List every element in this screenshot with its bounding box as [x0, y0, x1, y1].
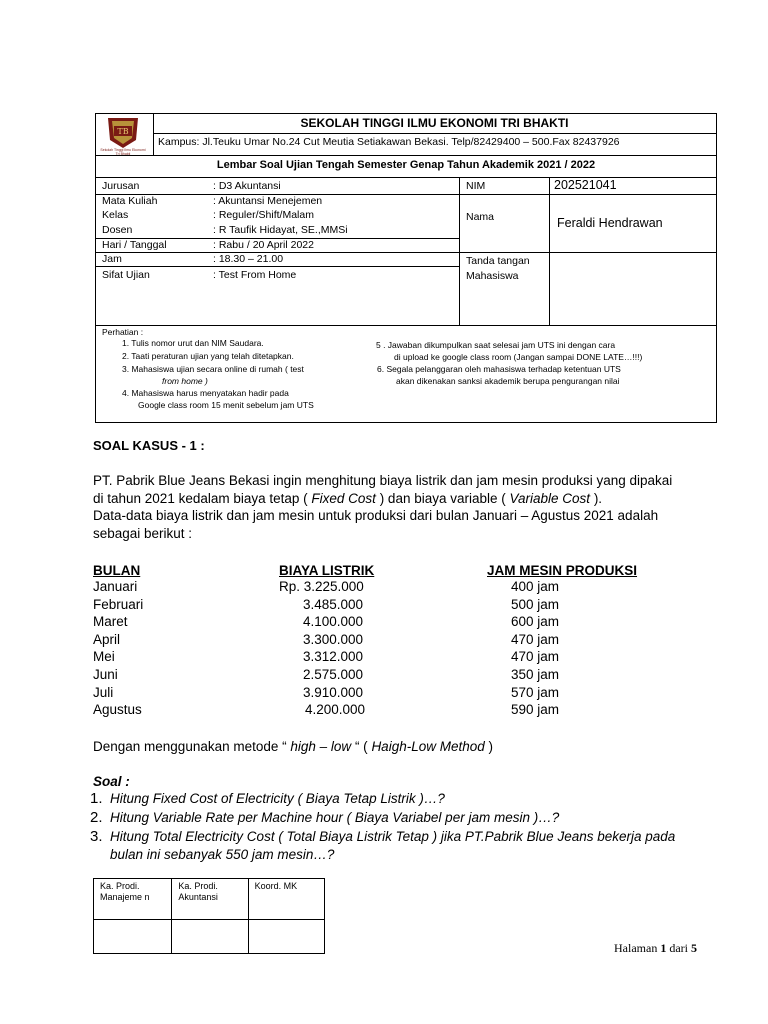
sig-cell — [172, 920, 248, 954]
text-line: sebagai berikut : — [93, 525, 193, 541]
info-label: Mata Kuliah — [102, 195, 158, 207]
nama-label: Nama — [466, 211, 495, 223]
divider — [153, 133, 716, 134]
data-rows — [93, 578, 653, 719]
note-item: Google class room 15 menit sebelum jam UTS — [138, 400, 314, 410]
question-item: 2. Hitung Variable Rate per Machine hour ( Biaya Variabel per jam mesin )…? — [90, 809, 560, 826]
nim-value: 202521041 — [554, 178, 617, 192]
info-label: Sifat Ujian — [102, 269, 150, 281]
table-row: Maret 4.100.000 600 jam — [93, 614, 560, 630]
questions-title: Soal : — [93, 774, 130, 789]
note-item: 1. Tulis nomor urut dan NIM Saudara. — [122, 338, 264, 348]
questions-list — [90, 790, 730, 863]
info-value: : Reguler/Shift/Malam — [213, 209, 314, 221]
note-item: 3. Mahasiswa ujian secara online di rumah ( test — [122, 364, 304, 374]
table-row: April 3.300.000 470 jam — [93, 631, 560, 647]
sig-header: Koord. MK — [248, 879, 324, 920]
campus-address: Kampus: Jl.Teuku Umar No.24 Cut Meutia Setiakawan Bekasi. Telp/82429400 – 500.Fax 82437926 — [158, 136, 620, 148]
col-header-biaya: BIAYA LISTRIK — [279, 563, 375, 578]
divider — [96, 177, 716, 178]
note-item: 2. Taati peraturan ujian yang telah ditetapkan. — [122, 351, 294, 361]
exam-header-box — [95, 113, 717, 423]
question-item: 1. Hitung Fixed Cost of Electricity ( Biaya Tetap Listrik )…? — [90, 790, 445, 807]
note-item: di upload ke google class room (Jangan sampai DONE LATE…!!!) — [394, 352, 643, 362]
svg-text:TB: TB — [117, 127, 129, 136]
info-label: Dosen — [102, 224, 133, 236]
note-item: 5 . Jawaban dikumpulkan saat selesai jam UTS ini dengan cara — [376, 340, 616, 350]
table-row: Mei 3.312.000 470 jam — [93, 649, 560, 665]
table-row: Juni 2.575.000 350 jam — [93, 666, 560, 682]
logo-caption: Sekolah Tinggi Ilmu Ekonomi Tri Bhakti — [100, 148, 146, 156]
text-line: PT. Pabrik Blue Jeans Bekasi ingin menghitung biaya listrik dan jam mesin produksi yang dipakai — [93, 473, 673, 488]
nim-label: NIM — [466, 180, 486, 192]
table-row: Juli 3.910.000 570 jam — [93, 684, 560, 700]
school-name: SEKOLAH TINGGI ILMU EKONOMI TRI BHAKTI — [300, 116, 569, 130]
divider — [96, 325, 716, 326]
page-number: Halaman 1 dari 5 — [614, 941, 697, 955]
note-item: from home ) — [162, 376, 208, 386]
info-label: Jurusan — [102, 180, 140, 192]
sig-header: Ka. Prodi. Akuntansi — [172, 879, 248, 920]
table-row: Agustus 4.200.000 590 jam — [93, 702, 560, 718]
divider — [96, 155, 716, 156]
question-item: 3. Hitung Total Electricity Cost ( Total Biaya Listrik Tetap ) jika PT.Pabrik Blue Jeans bekerja pada — [90, 828, 676, 845]
info-value: : Rabu / 20 April 2022 — [213, 239, 314, 251]
info-value: : R Taufik Hidayat, SE.,MMSi — [213, 224, 348, 236]
info-value: : Akuntansi Menejemen — [213, 195, 323, 207]
note-item: 4. Mahasiswa harus menyatakan hadir pada — [122, 388, 289, 398]
info-value: : D3 Akuntansi — [213, 180, 281, 192]
method-line: Dengan menggunakan metode “ high – low “ ( Haigh-Low Method ) — [93, 739, 494, 754]
case-heading: SOAL KASUS - 1 : — [93, 438, 205, 453]
exam-title: Lembar Soal Ujian Tengah Semester Genap Tahun Akademik 2021 / 2022 — [216, 159, 596, 171]
info-label: Jam — [102, 253, 122, 265]
case-paragraph — [93, 472, 733, 542]
school-logo — [100, 116, 146, 158]
signature-label: Mahasiswa — [466, 270, 519, 282]
info-value: : Test From Home — [213, 269, 297, 281]
col-header-bulan: BULAN — [93, 563, 141, 578]
table-row: Februari 3.485.000 500 jam — [93, 596, 560, 612]
text-line: Data-data biaya listrik dan jam mesin untuk produksi dari bulan Januari – Agustus 2021 adalah — [93, 508, 659, 523]
note-item: 6. Segala pelanggaran oleh mahasiswa terhadap ketentuan UTS — [377, 364, 621, 374]
info-label: Hari / Tanggal — [102, 239, 167, 251]
question-item-cont: bulan ini sebanyak 550 jam mesin…? — [110, 846, 335, 862]
signature-table — [93, 878, 325, 954]
note-item: akan dikenakan sanksi akademik berupa pengurangan nilai — [396, 376, 620, 386]
col-header-jam: JAM MESIN PRODUKSI — [487, 563, 638, 578]
sig-cell — [94, 920, 172, 954]
notes-title: Perhatian : — [102, 327, 144, 337]
nama-value: Feraldi Hendrawan — [557, 216, 663, 230]
info-value: : 18.30 – 21.00 — [213, 253, 284, 265]
sig-header: Ka. Prodi. Manajeme n — [94, 879, 172, 920]
info-label: Kelas — [102, 209, 129, 221]
text-line: di tahun 2021 kedalam biaya tetap ( Fixed Cost ) dan biaya variable ( Variable Cost ). — [93, 490, 603, 506]
sig-cell — [248, 920, 324, 954]
table-row: Januari Rp. 3.225.000 400 jam — [93, 579, 560, 594]
signature-label: Tanda tangan — [466, 255, 530, 267]
